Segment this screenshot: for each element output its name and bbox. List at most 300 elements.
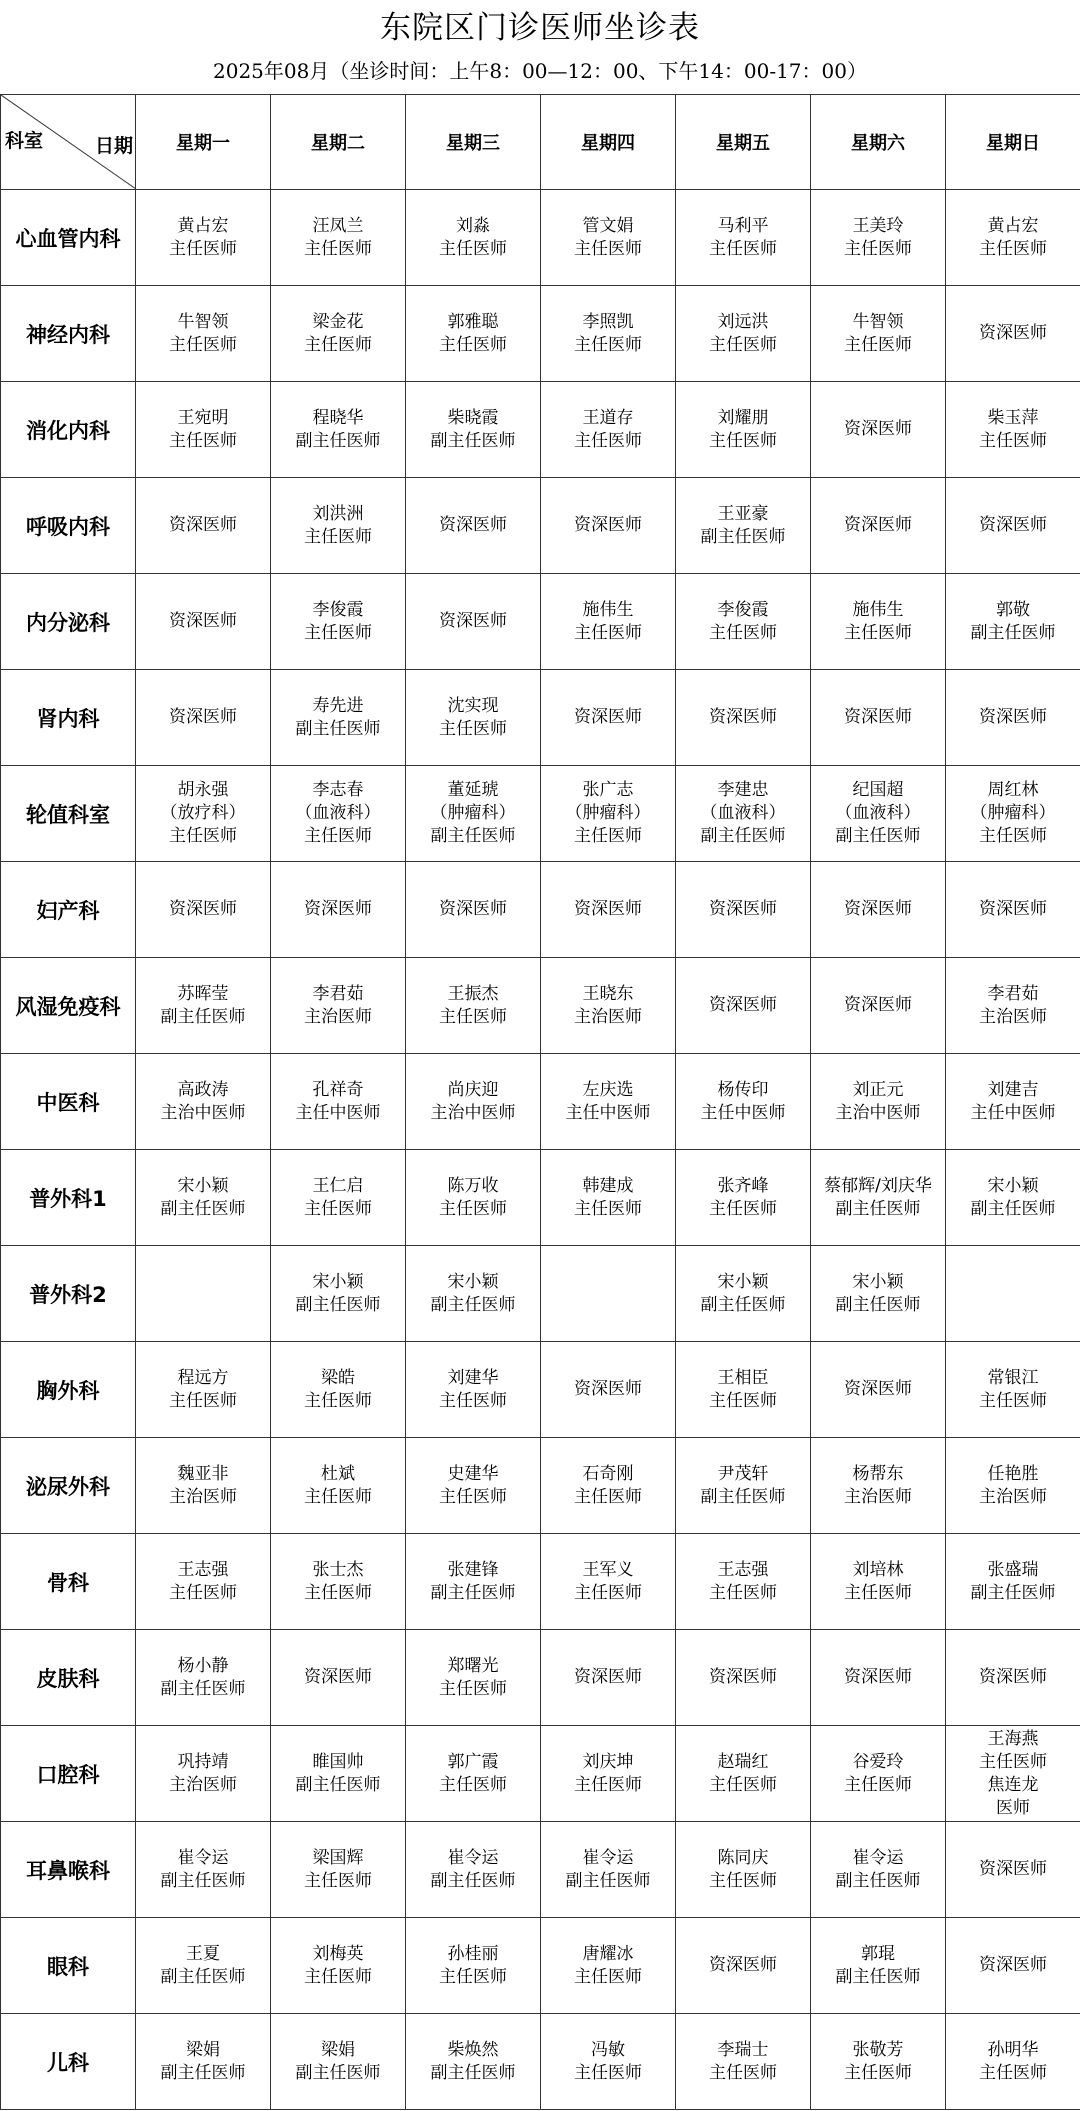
cell-text-line: （肿瘤科） <box>565 803 651 823</box>
schedule-cell <box>676 286 811 382</box>
page-subtitle: 2025年08月（坐诊时间：上午8：00—12：00、下午14：00-17：00） <box>213 59 867 83</box>
day-header-thu: 星期四 <box>541 95 676 190</box>
table-row <box>1 958 1080 1054</box>
cell-text-line: 巩持靖 <box>177 1751 229 1772</box>
cell-text-line: 主任医师 <box>979 430 1047 451</box>
schedule-cell <box>406 1054 541 1150</box>
cell-text-line: 柴玉萍 <box>987 407 1039 428</box>
cell-text-line: 资深医师 <box>979 515 1047 535</box>
cell-text-line: 副主任医师 <box>430 1870 516 1891</box>
schedule-cell <box>541 1150 676 1246</box>
schedule-cell <box>541 190 676 286</box>
cell-text-line: 梁金花 <box>312 311 364 332</box>
cell-text-line: 主任医师 <box>574 238 642 259</box>
schedule-cell <box>811 286 946 382</box>
cell-text-line: （放疗科） <box>160 803 246 823</box>
cell-text-line: 主任医师 <box>304 1486 372 1507</box>
cell-text-line: 副主任医师 <box>295 2062 381 2083</box>
cell-text-line: 资深医师 <box>574 899 642 919</box>
schedule-cell <box>676 190 811 286</box>
cell-text-line: 主治医师 <box>574 1006 642 1027</box>
schedule-cell <box>946 1822 1080 1918</box>
cell-text-line: 副主任医师 <box>160 1966 246 1987</box>
cell-text-line: 主任医师 <box>979 238 1047 259</box>
cell-text-line: 资深医师 <box>709 707 777 727</box>
cell-text-line: 资深医师 <box>979 899 1047 919</box>
department-name: 儿科 <box>1 2014 136 2110</box>
schedule-cell <box>811 574 946 670</box>
cell-text-line: （血液科） <box>700 803 786 823</box>
schedule-cell <box>406 574 541 670</box>
cell-text-line: 资深医师 <box>439 899 507 919</box>
cell-text-line: 张广志 <box>582 780 634 800</box>
cell-text-line: 张盛瑞 <box>987 1559 1039 1580</box>
schedule-cell <box>676 670 811 766</box>
schedule-cell <box>406 286 541 382</box>
schedule-cell <box>136 1630 271 1726</box>
cell-text-line: 资深医师 <box>979 707 1047 727</box>
cell-text-line: 主治医师 <box>169 1486 237 1507</box>
department-name: 普外科1 <box>1 1150 136 1246</box>
table-row <box>1 478 1080 574</box>
cell-text-line: 主任医师 <box>709 622 777 643</box>
cell-text-line: 刘远洪 <box>717 311 769 332</box>
department-name: 口腔科 <box>1 1726 136 1822</box>
cell-text-line: 尹茂轩 <box>717 1463 769 1484</box>
cell-text-line: 黄占宏 <box>987 215 1039 236</box>
cell-text-line: 施伟生 <box>852 599 904 620</box>
cell-text-line: 主任医师 <box>304 826 372 846</box>
cell-text-line: 资深医师 <box>169 899 237 919</box>
schedule-cell <box>811 1150 946 1246</box>
cell-text-line: 冯敏 <box>591 2039 625 2060</box>
cell-text-line: 副主任医师 <box>970 622 1056 643</box>
schedule-cell <box>946 1342 1080 1438</box>
cell-text-line: 主任医师 <box>844 2062 912 2083</box>
cell-text-line: 崔令运 <box>852 1847 904 1868</box>
cell-text-line: 资深医师 <box>169 515 237 535</box>
cell-text-line: 副主任医师 <box>835 1966 921 1987</box>
cell-text-line: 王晓东 <box>582 983 634 1004</box>
day-header-sun: 星期日 <box>946 95 1080 190</box>
schedule-cell <box>811 1534 946 1630</box>
cell-text-line: 主任医师 <box>439 1678 507 1699</box>
cell-text-line: 副主任医师 <box>835 1294 921 1315</box>
cell-text-line: 主任医师 <box>574 622 642 643</box>
cell-text-line: 主治医师 <box>304 1006 372 1027</box>
schedule-cell <box>406 1150 541 1246</box>
cell-text-line: （肿瘤科） <box>970 803 1056 823</box>
cell-text-line: 程远方 <box>177 1367 229 1388</box>
cell-text-line: 王宛明 <box>177 407 229 428</box>
cell-text-line: 纪国超 <box>852 780 904 800</box>
cell-text-line: 刘洪洲 <box>312 503 364 524</box>
cell-text-line: 刘建华 <box>447 1367 499 1388</box>
cell-text-line: 董延琥 <box>447 780 499 800</box>
cell-text-line: 资深医师 <box>844 707 912 727</box>
schedule-cell <box>136 286 271 382</box>
cell-text-line: 主任医师 <box>574 334 642 355</box>
cell-text-line: 资深医师 <box>574 515 642 535</box>
cell-text-line: 副主任医师 <box>430 430 516 451</box>
cell-text-line: 副主任医师 <box>430 826 516 846</box>
cell-text-line: 主任医师 <box>709 1582 777 1603</box>
schedule-cell <box>136 862 271 958</box>
cell-text-line: 睢国帅 <box>312 1751 364 1772</box>
table-row <box>1 1150 1080 1246</box>
cell-text-line: 副主任医师 <box>700 1294 786 1315</box>
cell-text-line: 主任医师 <box>979 1751 1047 1772</box>
cell-text-line: 王振杰 <box>447 983 499 1004</box>
cell-text-line: 石奇刚 <box>582 1463 634 1484</box>
schedule-cell <box>271 670 406 766</box>
cell-text-line: 杨小静 <box>177 1655 229 1676</box>
schedule-cell <box>676 478 811 574</box>
cell-text-line: 副主任医师 <box>565 1870 651 1891</box>
cell-text-line: 任艳胜 <box>987 1463 1039 1484</box>
cell-text-line: 资深医师 <box>169 611 237 631</box>
cell-text-line: 主任医师 <box>574 2062 642 2083</box>
cell-text-line: 资深医师 <box>979 323 1047 343</box>
cell-text-line: 蔡郁辉/刘庆华 <box>824 1175 932 1196</box>
cell-text-line: 资深医师 <box>844 899 912 919</box>
schedule-cell <box>406 382 541 478</box>
schedule-cell <box>136 1534 271 1630</box>
cell-text-line: 王亚豪 <box>717 503 769 524</box>
cell-text-line: 医师 <box>996 1797 1030 1818</box>
cell-text-line: 副主任医师 <box>160 1006 246 1027</box>
schedule-cell <box>676 1342 811 1438</box>
cell-text-line: 刘正元 <box>852 1079 904 1100</box>
schedule-cell <box>811 1342 946 1438</box>
cell-text-line: 寿先进 <box>312 695 364 716</box>
cell-text-line: 副主任医师 <box>430 1294 516 1315</box>
cell-text-line: 李君茹 <box>312 983 364 1004</box>
cell-text-line: 副主任医师 <box>295 430 381 451</box>
schedule-cell <box>406 766 541 862</box>
cell-text-line: 崔令运 <box>177 1847 229 1868</box>
cell-text-line: 陈同庆 <box>717 1847 769 1868</box>
cell-text-line: 梁娟 <box>321 2039 355 2060</box>
cell-text-line: 主任医师 <box>709 1198 777 1219</box>
table-row <box>1 1054 1080 1150</box>
cell-text-line: 主任医师 <box>979 826 1047 846</box>
table-row <box>1 286 1080 382</box>
schedule-cell <box>811 478 946 574</box>
cell-text-line: 梁娟 <box>186 2039 220 2060</box>
schedule-cell <box>811 190 946 286</box>
cell-text-line: 副主任医师 <box>700 1486 786 1507</box>
cell-text-line: 主任医师 <box>709 238 777 259</box>
schedule-cell <box>541 1534 676 1630</box>
schedule-cell <box>136 766 271 862</box>
cell-text-line: 资深医师 <box>574 707 642 727</box>
schedule-cell <box>271 1726 406 1822</box>
schedule-cell <box>406 1438 541 1534</box>
cell-text-line: 沈实现 <box>447 695 499 716</box>
cell-text-line: 李君茹 <box>987 983 1039 1004</box>
cell-text-line: 魏亚非 <box>177 1463 229 1484</box>
cell-text-line: 杨传印 <box>717 1079 769 1100</box>
schedule-cell <box>946 1246 1080 1342</box>
schedule-cell <box>271 1246 406 1342</box>
cell-text-line: 谷爱玲 <box>852 1751 904 1772</box>
cell-text-line: 主任医师 <box>844 1774 912 1795</box>
cell-text-line: 主任医师 <box>574 1966 642 1987</box>
schedule-cell <box>271 1918 406 2014</box>
cell-text-line: 资深医师 <box>844 515 912 535</box>
schedule-cell <box>271 1054 406 1150</box>
schedule-cell <box>676 766 811 862</box>
cell-text-line: 柴焕然 <box>447 2039 499 2060</box>
cell-text-line: 主任医师 <box>169 826 237 846</box>
department-name: 内分泌科 <box>1 574 136 670</box>
table-row <box>1 2014 1080 2110</box>
schedule-cell <box>946 766 1080 862</box>
cell-text-line: （血液科） <box>295 803 381 823</box>
table-row <box>1 670 1080 766</box>
schedule-cell <box>136 190 271 286</box>
schedule-cell <box>406 1630 541 1726</box>
cell-text-line: 牛智领 <box>852 311 904 332</box>
cell-text-line: 资深医师 <box>574 1667 642 1687</box>
department-name: 胸外科 <box>1 1342 136 1438</box>
department-name: 中医科 <box>1 1054 136 1150</box>
cell-text-line: 王海燕 <box>987 1728 1039 1749</box>
schedule-cell <box>541 1822 676 1918</box>
schedule-cell <box>271 1342 406 1438</box>
cell-text-line: 主任医师 <box>844 334 912 355</box>
cell-text-line: 副主任医师 <box>160 1678 246 1699</box>
schedule-cell <box>541 766 676 862</box>
page-title: 东院区门诊医师坐诊表 <box>380 10 700 46</box>
schedule-cell <box>946 1726 1080 1822</box>
cell-text-line: 崔令运 <box>447 1847 499 1868</box>
department-name: 皮肤科 <box>1 1630 136 1726</box>
cell-text-line: 资深医师 <box>979 1667 1047 1687</box>
cell-text-line: 副主任医师 <box>295 1294 381 1315</box>
day-header-wed: 星期三 <box>406 95 541 190</box>
schedule-cell <box>406 2014 541 2110</box>
cell-text-line: 主任医师 <box>304 1582 372 1603</box>
cell-text-line: 施伟生 <box>582 599 634 620</box>
cell-text-line: 主任医师 <box>304 1390 372 1411</box>
cell-text-line: 副主任医师 <box>835 1198 921 1219</box>
schedule-cell <box>946 382 1080 478</box>
cell-text-line: 唐耀冰 <box>582 1943 634 1964</box>
cell-text-line: 韩建成 <box>582 1175 634 1196</box>
schedule-cell <box>271 2014 406 2110</box>
cell-text-line: 尚庆迎 <box>447 1079 499 1100</box>
cell-text-line: 王仁启 <box>312 1175 364 1196</box>
schedule-cell <box>136 1822 271 1918</box>
cell-text-line: 副主任医师 <box>835 826 921 846</box>
date-axis-label: 日期 <box>94 135 133 157</box>
table-row <box>1 1438 1080 1534</box>
department-name: 骨科 <box>1 1534 136 1630</box>
cell-text-line: 张士杰 <box>312 1559 364 1580</box>
cell-text-line: 主任医师 <box>709 1774 777 1795</box>
schedule-cell <box>811 2014 946 2110</box>
table-row <box>1 862 1080 958</box>
department-name: 肾内科 <box>1 670 136 766</box>
cell-text-line: 主治中医师 <box>835 1102 921 1123</box>
cell-text-line: 王夏 <box>186 1943 220 1964</box>
cell-text-line: 主治中医师 <box>160 1102 246 1123</box>
schedule-cell <box>406 1534 541 1630</box>
cell-text-line: 主任医师 <box>304 1966 372 1987</box>
cell-text-line: 资深医师 <box>979 1955 1047 1975</box>
cell-text-line: 副主任医师 <box>430 2062 516 2083</box>
schedule-cell <box>676 1822 811 1918</box>
department-name: 心血管内科 <box>1 190 136 286</box>
schedule-cell <box>946 1054 1080 1150</box>
cell-text-line: 高政涛 <box>177 1079 229 1100</box>
schedule-cell <box>541 958 676 1054</box>
cell-text-line: 杨帮东 <box>852 1463 904 1484</box>
schedule-cell <box>406 1822 541 1918</box>
department-name: 普外科2 <box>1 1246 136 1342</box>
cell-text-line: 主任医师 <box>439 1774 507 1795</box>
cell-text-line: 主任医师 <box>169 1390 237 1411</box>
cell-text-line: 主任医师 <box>304 1198 372 1219</box>
cell-text-line: 主任医师 <box>709 1870 777 1891</box>
table-row <box>1 190 1080 286</box>
schedule-cell <box>136 382 271 478</box>
cell-text-line: 常银江 <box>987 1367 1039 1388</box>
cell-text-line: 孔祥奇 <box>312 1079 364 1100</box>
cell-text-line: 主任中医师 <box>565 1102 651 1123</box>
schedule-cell <box>136 1726 271 1822</box>
schedule-cell <box>136 958 271 1054</box>
cell-text-line: 资深医师 <box>979 1859 1047 1879</box>
department-name: 呼吸内科 <box>1 478 136 574</box>
table-row <box>1 382 1080 478</box>
schedule-table <box>0 94 1080 2110</box>
schedule-cell <box>271 1534 406 1630</box>
schedule-cell <box>136 1918 271 2014</box>
cell-text-line: 主任医师 <box>439 1198 507 1219</box>
schedule-cell <box>271 286 406 382</box>
cell-text-line: 主治医师 <box>169 1774 237 1795</box>
schedule-cell <box>271 766 406 862</box>
cell-text-line: 主任医师 <box>439 334 507 355</box>
department-name: 耳鼻喉科 <box>1 1822 136 1918</box>
schedule-cell <box>676 862 811 958</box>
schedule-cell <box>946 574 1080 670</box>
cell-text-line: 李照凯 <box>582 311 634 332</box>
schedule-cell <box>541 1726 676 1822</box>
cell-text-line: 崔令运 <box>582 1847 634 1868</box>
schedule-cell <box>271 1630 406 1726</box>
schedule-cell <box>946 1918 1080 2014</box>
schedule-cell <box>271 478 406 574</box>
cell-text-line: 郑曙光 <box>447 1655 499 1676</box>
cell-text-line: 主治医师 <box>979 1486 1047 1507</box>
schedule-cell <box>676 382 811 478</box>
cell-text-line: 副主任医师 <box>970 1582 1056 1603</box>
cell-text-line: 主任医师 <box>574 1198 642 1219</box>
cell-text-line: 主治医师 <box>979 1006 1047 1027</box>
schedule-cell <box>541 1918 676 2014</box>
cell-text-line: 主任医师 <box>844 1582 912 1603</box>
schedule-cell <box>676 1726 811 1822</box>
schedule-cell <box>676 1246 811 1342</box>
cell-text-line: 周红林 <box>987 780 1039 800</box>
schedule-cell <box>271 1150 406 1246</box>
cell-text-line: 黄占宏 <box>177 215 229 236</box>
cell-text-line: 苏晖莹 <box>177 983 229 1004</box>
cell-text-line: 王军义 <box>582 1559 634 1580</box>
schedule-cell <box>406 190 541 286</box>
schedule-cell <box>406 1918 541 2014</box>
schedule-cell <box>541 286 676 382</box>
cell-text-line: 资深医师 <box>574 1379 642 1399</box>
cell-text-line: 孙桂丽 <box>447 1943 499 1964</box>
schedule-cell <box>946 2014 1080 2110</box>
cell-text-line: 副主任医师 <box>160 2062 246 2083</box>
cell-text-line: 马利平 <box>717 215 769 236</box>
cell-text-line: 主任医师 <box>439 1390 507 1411</box>
schedule-cell <box>676 1150 811 1246</box>
cell-text-line: 郭广霞 <box>447 1751 499 1772</box>
cell-text-line: 汪凤兰 <box>312 215 364 236</box>
cell-text-line: 副主任医师 <box>160 1198 246 1219</box>
cell-text-line: 焦连龙 <box>987 1774 1039 1795</box>
department-name: 风湿免疫科 <box>1 958 136 1054</box>
schedule-cell <box>136 1054 271 1150</box>
table-row <box>1 1342 1080 1438</box>
schedule-cell <box>541 670 676 766</box>
cell-text-line: 资深医师 <box>709 995 777 1015</box>
cell-text-line: 主任医师 <box>574 1486 642 1507</box>
cell-text-line: 宋小颖 <box>987 1175 1039 1196</box>
schedule-cell <box>271 1822 406 1918</box>
cell-text-line: （肿瘤科） <box>430 803 516 823</box>
schedule-cell <box>271 958 406 1054</box>
schedule-cell <box>271 190 406 286</box>
cell-text-line: 副主任医师 <box>295 718 381 739</box>
department-name: 神经内科 <box>1 286 136 382</box>
table-row <box>1 574 1080 670</box>
cell-text-line: 史建华 <box>447 1463 499 1484</box>
cell-text-line: 主任医师 <box>574 1774 642 1795</box>
cell-text-line: 程晓华 <box>312 407 364 428</box>
schedule-cell <box>676 1438 811 1534</box>
cell-text-line: 刘梅英 <box>312 1943 364 1964</box>
cell-text-line: 资深医师 <box>844 1379 912 1399</box>
cell-text-line: 副主任医师 <box>970 1198 1056 1219</box>
cell-text-line: 副主任医师 <box>700 526 786 547</box>
cell-text-line: 王志强 <box>177 1559 229 1580</box>
department-name: 轮值科室 <box>1 766 136 862</box>
cell-text-line: 副主任医师 <box>295 1774 381 1795</box>
schedule-cell <box>541 1630 676 1726</box>
schedule-cell <box>946 670 1080 766</box>
schedule-cell <box>676 2014 811 2110</box>
cell-text-line: 张建锋 <box>447 1559 499 1580</box>
cell-text-line: 王美玲 <box>852 215 904 236</box>
cell-text-line: 宋小颖 <box>717 1271 769 1292</box>
schedule-cell <box>541 1438 676 1534</box>
schedule-cell <box>136 1246 271 1342</box>
cell-text-line: 主任医师 <box>304 1870 372 1891</box>
cell-text-line: 主任医师 <box>169 334 237 355</box>
cell-text-line: 梁皓 <box>321 1367 355 1388</box>
cell-text-line: （血液科） <box>835 803 921 823</box>
header-row <box>1 95 1080 190</box>
cell-text-line: 王道存 <box>582 407 634 428</box>
